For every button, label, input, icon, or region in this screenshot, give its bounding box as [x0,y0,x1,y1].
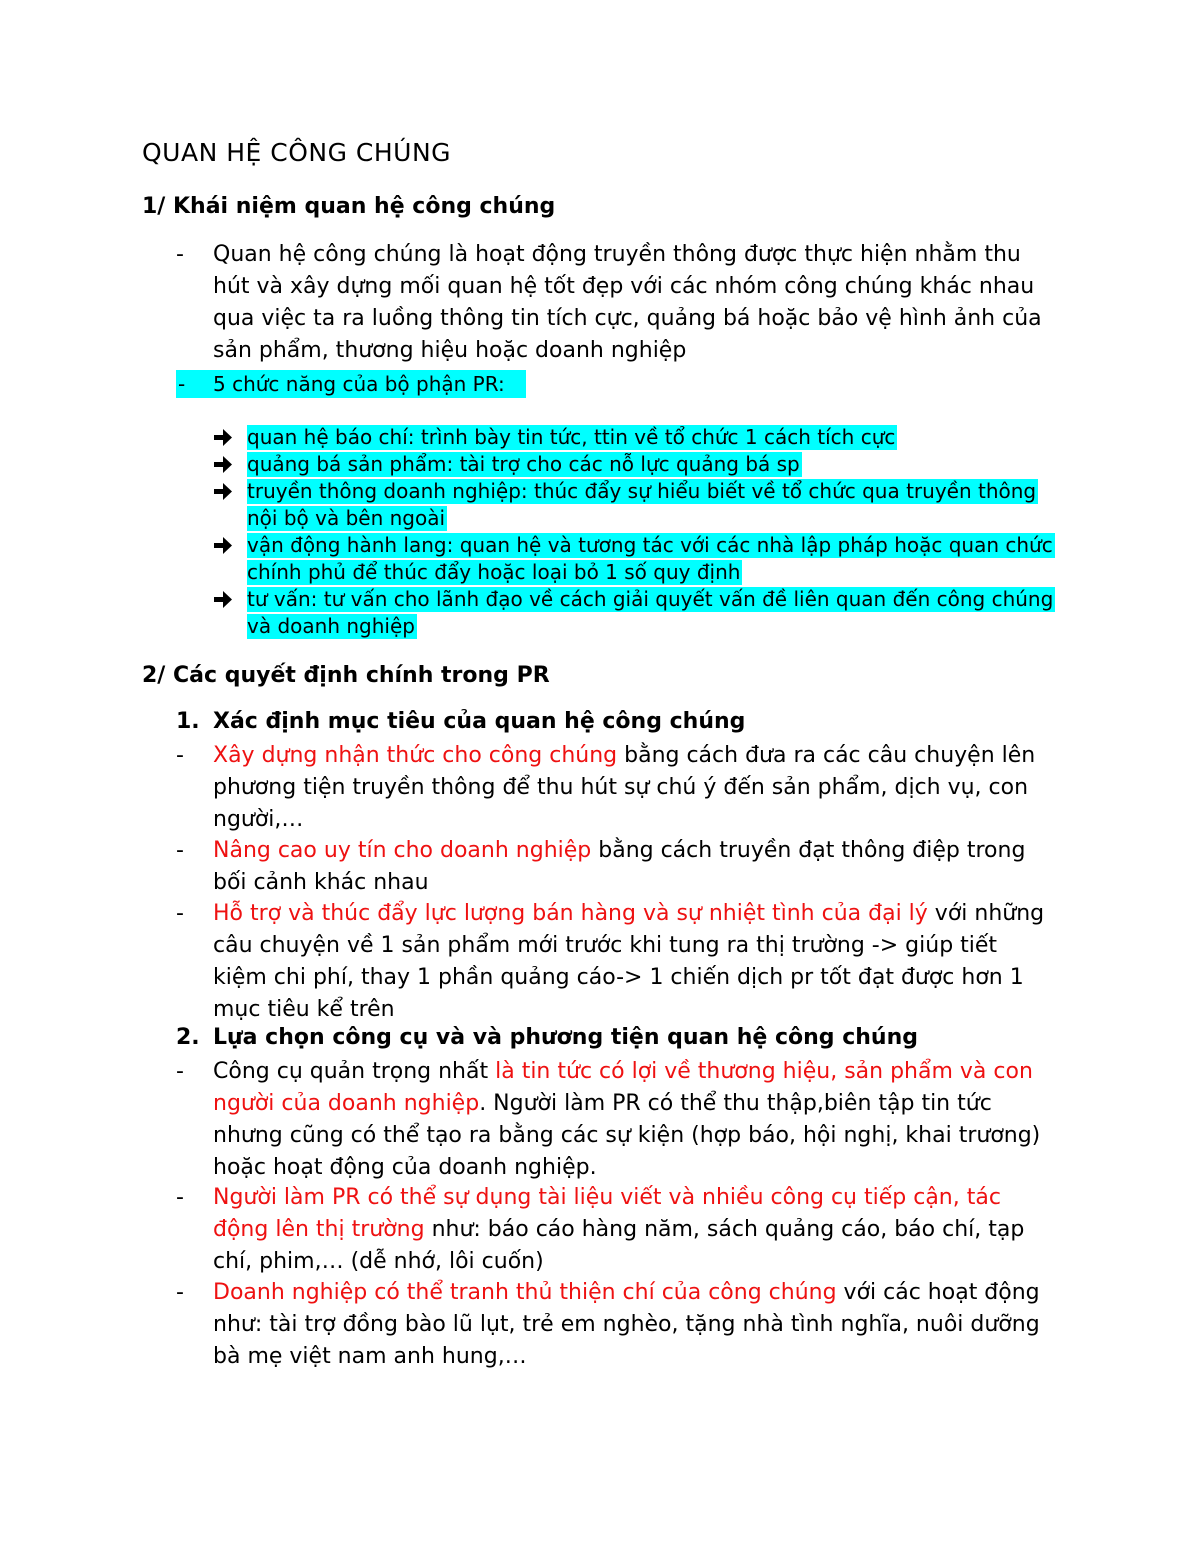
tool-detail: . Người làm PR có thể thu thập,biên tập tin tức nhưng cũng có thể tạo ra bằng các sự kiện (hợp báo, hội nghị, khai trương) hoặc hoạt động của doanh nghiệp. [213,1091,1041,1180]
functions-label: 5 chức năng của bộ phận PR: [213,372,505,396]
right-arrow-icon [212,424,242,451]
definition-item [176,239,1056,367]
objective-item [176,898,1056,1026]
objective-key: Hỗ trợ và thúc đẩy lực lượng bán hàng và sự nhiệt tình của đại lý [213,901,928,926]
step-title: Xác định mục tiêu của quan hệ công chúng [213,709,746,734]
right-arrow-icon [212,478,242,505]
dash-marker: - [176,1280,184,1305]
function-item [212,451,1072,478]
right-arrow-icon [212,586,242,613]
function-item [212,478,1072,532]
function-item [212,532,1072,586]
step-1-heading [176,709,745,734]
dash-marker: - [176,1059,184,1084]
dash-marker: - [176,242,184,267]
dash-marker: - [176,838,184,863]
step-2-heading [176,1025,918,1050]
function-text: vận động hành lang: quan hệ và tương tác với các nhà lập pháp hoặc quan chức chính phủ để thúc đẩy hoặc loại bỏ 1 số quy định [247,533,1053,584]
tool-key: là tin tức có lợi về thương hiệu, sản phẩm và con người của doanh nghiệp [213,1059,1033,1116]
function-item [212,424,1072,451]
tool-item [176,1277,1056,1373]
objective-detail: bằng cách truyền đạt thông điệp trong bối cảnh khác nhau [213,838,1026,895]
document-title: QUAN HỆ CÔNG CHÚNG [142,138,452,167]
function-text: truyền thông doanh nghiệp: thúc đẩy sự hiểu biết về tổ chức qua truyền thông nội bộ và bên ngoài [247,479,1037,530]
right-arrow-icon [212,532,242,559]
right-arrow-icon [212,451,242,478]
tool-detail: với các hoạt động như: tài trợ đồng bào lũ lụt, trẻ em nghèo, tặng nhà tình nghĩa, nuôi dưỡng bà mẹ việt nam anh hung,… [213,1280,1040,1369]
step-number: 2. [176,1025,200,1050]
objective-key: Nâng cao uy tín cho doanh nghiệp [213,838,592,863]
definition-text: Quan hệ công chúng là hoạt động truyền thông được thực hiện nhằm thu hút và xây dựng mối quan hệ tốt đẹp với các nhóm công chúng khác nhau qua việc ta ra luồng thông tin tích cực, quảng bá hoặc bảo vệ hình ảnh của sản phẩm, thương hiệu hoặc doanh nghiệp [213,242,1042,363]
tool-item [176,1182,1056,1278]
section-1-heading: 1/ Khái niệm quan hệ công chúng [142,194,556,219]
objective-item [176,835,1056,899]
objective-detail: bằng cách đưa ra các câu chuyện lên phương tiện truyền thông để thu hút sự chú ý đến sản phẩm, dịch vụ, con người,… [213,743,1036,832]
tool-detail: như: báo cáo hàng năm, sách quảng cáo, báo chí, tạp chí, phim,… (dễ nhớ, lôi cuốn) [213,1217,1025,1274]
section-2-heading: 2/ Các quyết định chính trong PR [142,663,550,688]
objective-detail: với những câu chuyện về 1 sản phẩm mới trước khi tung ra thị trường -> giúp tiết kiệm chi phí, thay 1 phần quảng cáo-> 1 chiến dịch pr tốt đạt được hơn 1 mục tiêu kể trên [213,901,1045,1022]
dash-marker: - [176,901,184,926]
function-text: tư vấn: tư vấn cho lãnh đạo về cách giải quyết vấn đề liên quan đến công chúng và doanh nghiệp [247,587,1054,638]
objective-key: Xây dựng nhận thức cho công chúng [213,743,618,768]
function-text: quảng bá sản phẩm: tài trợ cho các nỗ lực quảng bá sp [247,452,800,476]
function-item [212,586,1072,640]
step-number: 1. [176,709,200,734]
tool-item [176,1056,1056,1184]
step-title: Lựa chọn công cụ và và phương tiện quan hệ công chúng [213,1025,918,1050]
tool-key: Doanh nghiệp có thể tranh thủ thiện chí của công chúng [213,1280,837,1305]
tool-key: Người làm PR có thể sự dụng tài liệu viết và nhiều công cụ tiếp cận, tác động lên thị trường [213,1185,1001,1242]
dash-marker: - [176,743,184,768]
objective-item [176,740,1056,836]
dash-marker: - [176,1185,184,1210]
function-text: quan hệ báo chí: trình bày tin tức, ttin về tổ chức 1 cách tích cực [247,425,896,449]
tool-intro: Công cụ quản trọng nhất [213,1059,496,1084]
dash-marker: - [178,372,186,396]
functions-label-item [176,370,526,398]
